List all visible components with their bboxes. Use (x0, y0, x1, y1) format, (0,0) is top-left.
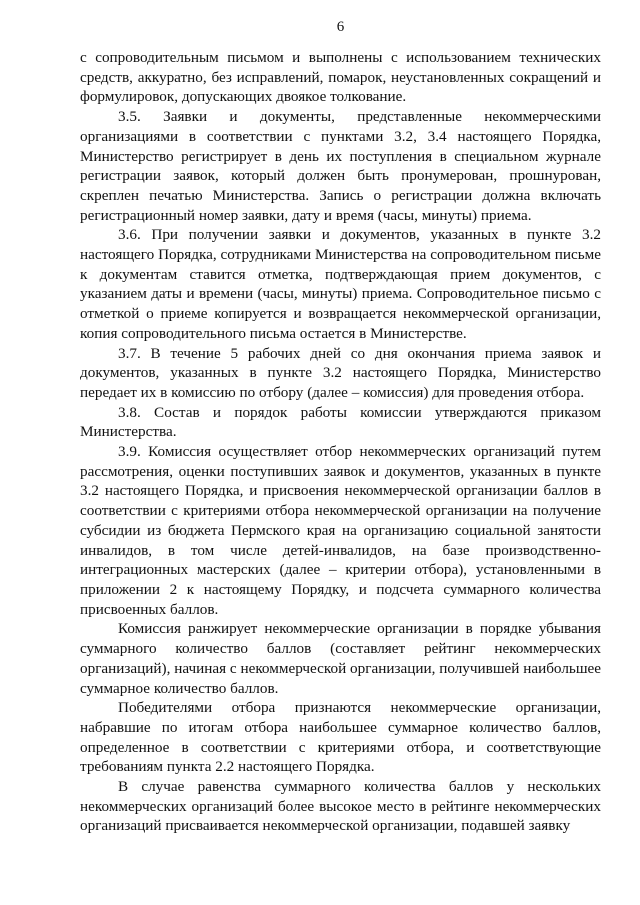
paragraph-3-9: 3.9. Комиссия осуществляет отбор некоммерческих организаций путем рассмотрения, оценки поступивших заявок и документов, указанных в пункте 3.2 настоящего Порядка, и присвоения некоммерческой организации баллов в соответствии с критериями отбора некоммерческой организации на получение субсидии из бюджета Пермского края на организацию социальной занятости инвалидов, в том числе детей-инвалидов, на базе производственно-интеграционных мастерских (далее – критерии отбора), установленными в приложении 2 к настоящему Порядку, и подсчета суммарного количества присвоенных баллов. (80, 443, 601, 618)
paragraph-3-8: 3.8. Состав и порядок работы комиссии утверждаются приказом Министерства. (80, 403, 601, 441)
paragraph-winners: Победителями отбора признаются некоммерческие организации, набравшие по итогам отбора наибольшее суммарное количество баллов, определенное в соответствии с критериями отбора, и соответствующие требованиям пункта 2.2 настоящего Порядка. (80, 699, 601, 776)
paragraph-3-7: 3.7. В течение 5 рабочих дней со дня окончания приема заявок и документов, указанных в пункте 3.2 настоящего Порядка, Министерство передает их в комиссию по отбору (далее – комиссия) для проведения отбора. (80, 344, 601, 401)
paragraph-ranking: Комиссия ранжирует некоммерческие организации в порядке убывания суммарного количество баллов (составляет рейтинг некоммерческих организаций), начиная с некоммерческой организации, получившей наибольшее суммарное количество баллов. (80, 620, 601, 697)
document-page (80, 18, 601, 836)
paragraph-3-5: 3.5. Заявки и документы, представленные некоммерческими организациями в соответствии с пунктами 3.2, 3.4 настоящего Порядка, Министерство регистрирует в день их поступления в специальном журнале регистрации заявок, который должен быть пронумерован, прошнурован, скреплен печатью Министерства. Запись о регистрации должна включать регистрационный номер заявки, дату и время (часы, минуты) приема. (80, 108, 601, 224)
paragraph-continuation: с сопроводительным письмом и выполнены с использованием технических средств, аккуратно, без исправлений, помарок, неустановленных сокращений и формулировок, допускающих двоякое толкование. (80, 49, 601, 106)
paragraph-tie: В случае равенства суммарного количества баллов у нескольких некоммерческих организаций более высокое место в рейтинге некоммерческих организаций присваивается некоммерческой организации, подавшей заявку (80, 778, 601, 835)
paragraph-3-6: 3.6. При получении заявки и документов, указанных в пункте 3.2 настоящего Порядка, сотрудниками Министерства на сопроводительном письме к документам ставится отметка, подтверждающая прием документов, с указанием даты и времени (часы, минуты) приема. Сопроводительное письмо с отметкой о приеме копируется и возвращается некоммерческой организации, копия сопроводительного письма остается в Министерстве. (80, 226, 601, 342)
page-number: 6 (336, 19, 345, 35)
